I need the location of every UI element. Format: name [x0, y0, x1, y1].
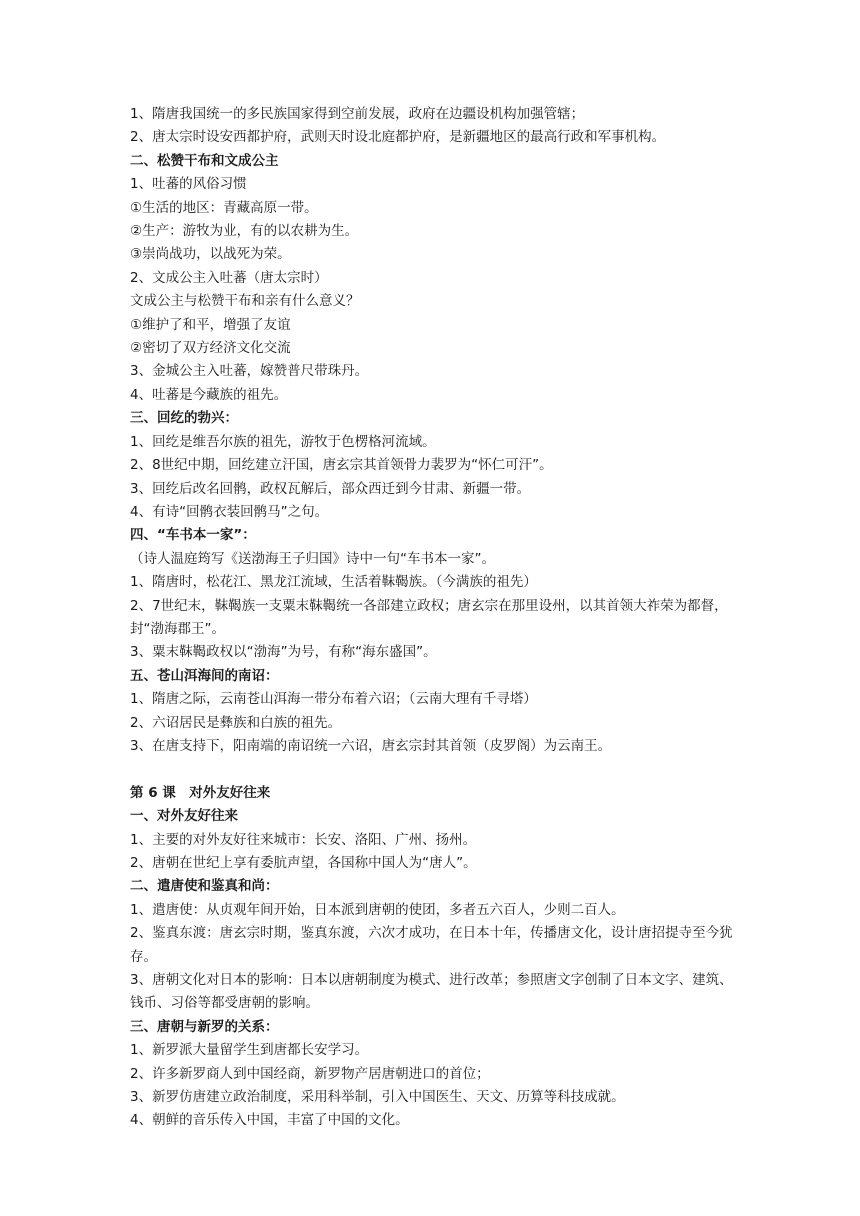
section-heading: 二、松赞干布和文成公主 — [130, 152, 279, 169]
paragraph: ①维护了和平，增强了友谊 — [130, 316, 291, 333]
paragraph: 2、许多新罗商人到中国经商，新罗物产居唐朝进口的首位； — [130, 1065, 490, 1082]
section-heading: 五、苍山洱海间的南诏： — [130, 667, 279, 684]
paragraph: 2、鉴真东渡：唐玄宗时期，鉴真东渡，六次才成功，在日本十年，传播唐文化，设计唐招提寺至今犹存。 — [130, 925, 733, 965]
paragraph: 1、回纥是维吾尔族的祖先，游牧于色楞格河流域。 — [130, 433, 436, 450]
section-heading: 三、唐朝与新罗的关系： — [130, 1018, 279, 1035]
paragraph: 3、金城公主入吐蕃，嫁赞普尺带珠丹。 — [130, 363, 369, 380]
paragraph: 1、吐蕃的风俗习惯 — [130, 176, 247, 193]
paragraph: 1、主要的对外友好往来城市：长安、洛阳、广州、扬州。 — [130, 831, 477, 848]
paragraph: 2、7世纪末，靺鞨族一支粟末靺鞨统一各部建立政权；唐玄宗在那里设州，以其首领大祚荣为都督，封“渤海郡王”。 — [130, 597, 728, 637]
section-heading: 四、“车书本一家”： — [130, 527, 256, 544]
paragraph: 3、新罗仿唐建立政治制度，采用科举制，引入中国医生、天文、历算等科技成就。 — [130, 1089, 625, 1106]
paragraph: 2、六诏居民是彝族和白族的祖先。 — [130, 714, 342, 731]
paragraph: ③崇尚战功，以战死为荣。 — [130, 246, 291, 263]
section-heading: 一、对外友好往来 — [130, 808, 238, 825]
lesson-title: 第 6 课 对外友好往来 — [130, 784, 271, 801]
paragraph: 4、朝鲜的音乐传入中国，丰富了中国的文化。 — [130, 1112, 409, 1129]
paragraph: 4、吐蕃是今藏族的祖先。 — [130, 386, 288, 403]
paragraph: ②密切了双方经济文化交流 — [130, 340, 291, 357]
paragraph: 3、唐朝文化对日本的影响：日本以唐朝制度为模式、进行改革；参照唐文字创制了日本文字、建筑、钱币、习俗等都受唐朝的影响。 — [130, 972, 733, 1012]
paragraph: 2、文成公主入吐蕃（唐太宗时） — [130, 269, 328, 286]
paragraph: 2、8世纪中期，回纥建立汗国，唐玄宗其首领骨力裴罗为“怀仁可汗”。 — [130, 457, 553, 474]
paragraph-note: （诗人温庭筠写《送渤海王子归国》诗中一句“车书本一家”。 — [130, 550, 495, 567]
blank-line — [130, 758, 740, 781]
paragraph: 4、有诗“回鹘衣装回鹘马”之句。 — [130, 503, 329, 520]
paragraph: 1、新罗派大量留学生到唐都长安学习。 — [130, 1042, 369, 1059]
paragraph: 3、回纥后改名回鹘，政权瓦解后，部众西迁到今甘肃、新疆一带。 — [130, 480, 531, 497]
paragraph: ②生产：游牧为业，有的以农耕为生。 — [130, 223, 359, 240]
paragraph: 1、隋唐时，松花江、黑龙江流域，生活着靺鞨族。（今满族的祖先） — [130, 574, 537, 591]
paragraph: 3、在唐支持下，阳南端的南诏统一六诏，唐玄宗封其首领（皮罗阁）为云南王。 — [130, 737, 612, 754]
paragraph: 2、唐太宗时设安西都护府，武则天时设北庭都护府，是新疆地区的最高行政和军事机构。 — [130, 129, 666, 146]
paragraph: 文成公主与松赞干布和亲有什么意义？ — [130, 293, 360, 310]
paragraph: 2、唐朝在世纪上享有委肮声望，各国称中国人为“唐人”。 — [130, 854, 477, 871]
document-page — [130, 103, 740, 1133]
paragraph: 1、遣唐使：从贞观年间开始，日本派到唐朝的使团，多者五六百人，少则二百人。 — [130, 901, 625, 918]
paragraph: ①生活的地区：青藏高原一带。 — [130, 199, 318, 216]
paragraph: 3、粟末靺鞨政权以“渤海”为号，有称“海东盛国”。 — [130, 644, 437, 661]
paragraph: 1、隋唐我国统一的多民族国家得到空前发展，政府在边疆设机构加强管辖； — [130, 106, 585, 122]
section-heading: 二、遣唐使和鉴真和尚： — [130, 878, 279, 895]
paragraph: 1、隋唐之际，云南苍山洱海一带分布着六诏；（云南大理有千寻塔） — [130, 691, 537, 708]
section-heading: 三、回纥的勃兴： — [130, 410, 238, 427]
